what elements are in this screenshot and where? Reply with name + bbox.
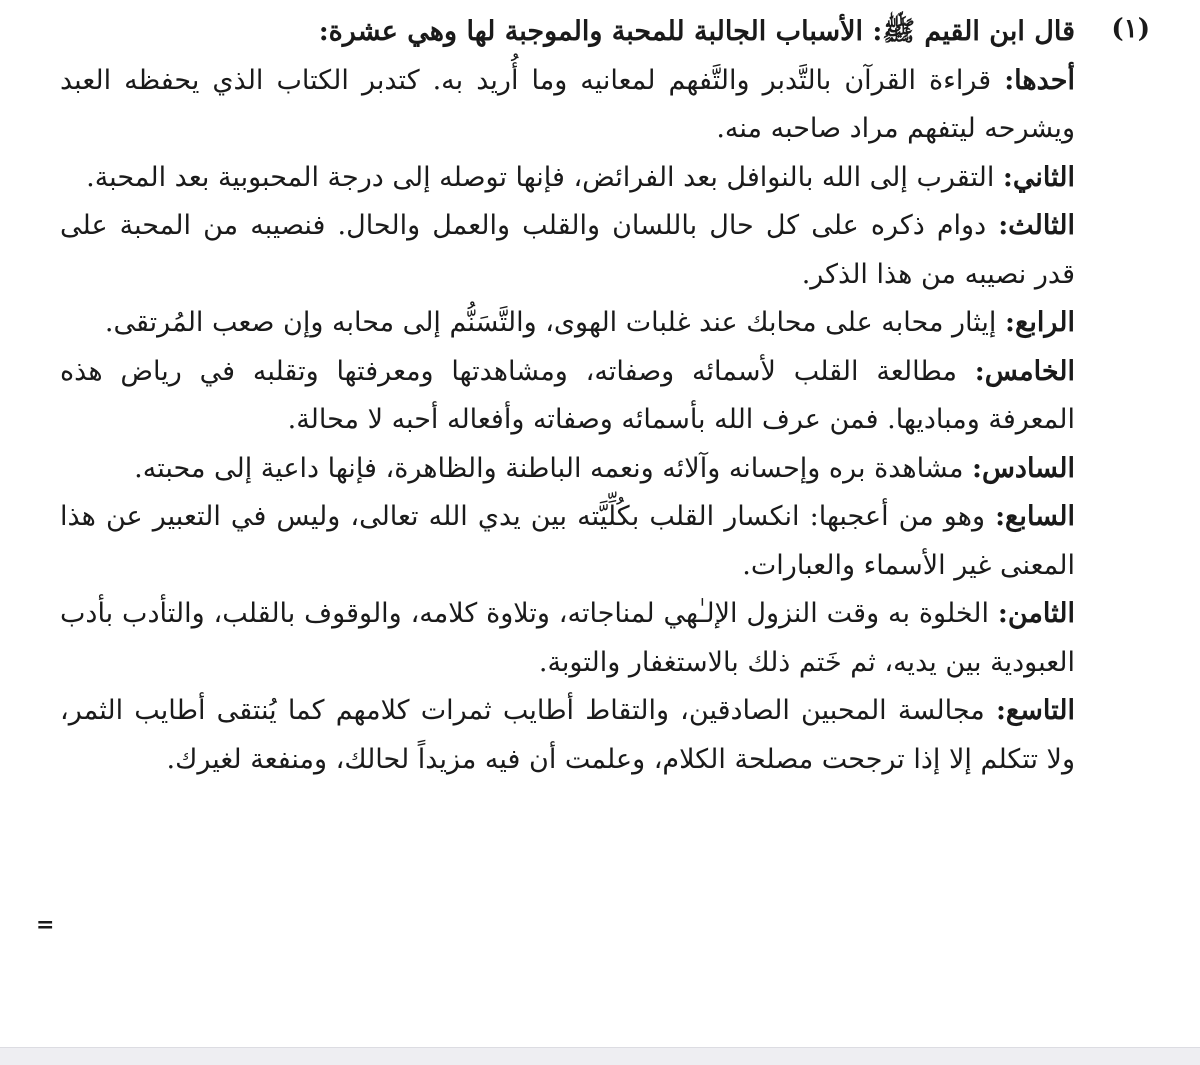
reason-label: أحدها:: [1004, 64, 1075, 96]
reason-paragraph-9: [60, 687, 1075, 784]
reason-paragraph-6: [60, 445, 1075, 494]
reason-text: دوام ذكره على كل حال باللسان والقلب والعمل والحال. فنصيبه من المحبة على قدر نصيبه من هذا الذكر.: [60, 210, 1075, 290]
reason-paragraph-7: [60, 493, 1075, 590]
intro-line: قال ابن القيم ﷺ: الأسباب الجالبة للمحبة والموجبة لها وهي عشرة:: [318, 16, 1075, 47]
reason-paragraph-2: [60, 154, 1075, 203]
reason-label: الرابع:: [1005, 307, 1075, 338]
reason-label: السادس:: [972, 452, 1075, 484]
reason-text: مطالعة القلب لأسمائه وصفاته، ومشاهدتها ومعرفتها وتقلبه في رياض هذه المعرفة ومباديها. فمن عرف الله بأسمائه وصفاته وأفعاله أحبه لا محالة.: [60, 355, 1075, 435]
reason-paragraph-1: [60, 57, 1075, 154]
reason-label: التاسع:: [995, 695, 1075, 726]
footnote-text: [60, 8, 1075, 784]
reason-label: الخامس:: [974, 355, 1075, 387]
continuation-mark: =: [36, 912, 55, 938]
reason-text: الخلوة به وقت النزول الإلـٰهي لمناجاته، وتلاوة كلامه، والوقوف بالقلب، والتأدب بأدب العبودية بين يديه، ثم خَتم ذلك بالاستغفار والتوبة.: [60, 598, 1075, 678]
reason-paragraph-3: [60, 202, 1075, 299]
reason-text: قراءة القرآن بالتَّدبر والتَّفهم لمعانيه وما أُريد به. كتدبر الكتاب الذي يحفظه العبد ويشرحه ليتفهم مراد صاحبه منه.: [60, 64, 1075, 144]
reason-paragraph-4: [60, 299, 1075, 348]
reason-label: الثاني:: [1002, 161, 1075, 193]
reason-text: مجالسة المحبين الصادقين، والتقاط أطايب ثمرات كلامهم كما يُنتقى أطايب الثمر، ولا تتكلم إلا إذا ترجحت مصلحة الكلام، وعلمت أن فيه مزيداً لحالك، ومنفعة لغيرك.: [60, 695, 1075, 775]
reason-label: السابع:: [995, 501, 1075, 532]
footnote-number: (١): [1111, 14, 1150, 44]
reason-label: الثامن:: [997, 598, 1075, 629]
reason-paragraph-5: [60, 348, 1075, 445]
reason-text: وهو من أعجبها: انكسار القلب بكُلِّيَّته بين يدي الله تعالى، وليس في التعبير عن هذا المعنى غير الأسماء والعبارات.: [60, 501, 1075, 581]
reason-label: الثالث:: [998, 210, 1075, 241]
reason-text: إيثار محابه على محابك عند غلبات الهوى، والتَّسَنُّم إلى محابه وإن صعب المُرتقى.: [104, 307, 1006, 338]
reason-text: التقرب إلى الله بالنوافل بعد الفرائض، فإنها توصله إلى درجة المحبوبية بعد المحبة.: [86, 161, 1003, 193]
reason-paragraph-8: [60, 590, 1075, 687]
bottom-bar: [0, 1047, 1200, 1065]
reason-text: مشاهدة بره وإحسانه وآلائه ونعمه الباطنة والظاهرة، فإنها داعية إلى محبته.: [134, 452, 972, 484]
